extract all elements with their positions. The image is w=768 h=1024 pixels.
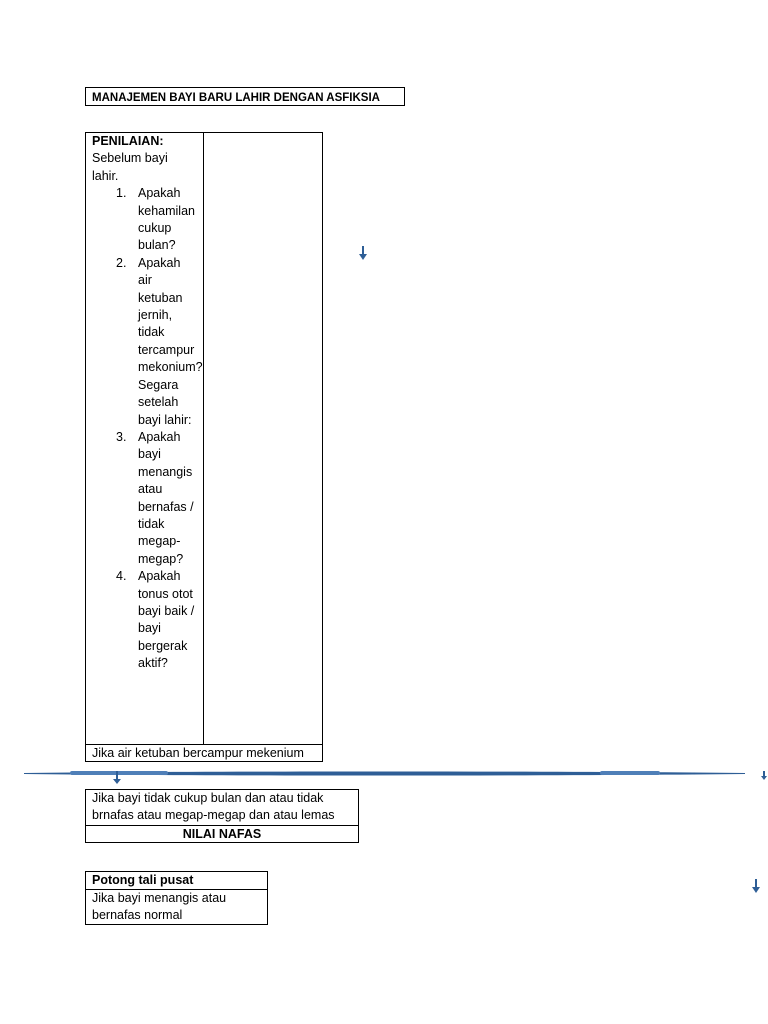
down-arrow-icon: [358, 245, 368, 261]
assessment-intro: Sebelum bayi lahir.: [92, 151, 168, 183]
down-arrow-icon: [751, 878, 761, 894]
breathing-condition-text: Jika bayi tidak cukup bulan dan atau tidak brnafas atau megap-megap dan atau lemas: [86, 790, 358, 826]
question-list: [92, 185, 203, 376]
assessment-footer: Jika air ketuban bercampur mekenium: [86, 744, 322, 761]
list-number: 1.: [116, 186, 127, 201]
list-number: 3.: [116, 429, 127, 444]
list-item: [92, 429, 197, 568]
document-title-box: [85, 87, 405, 106]
question-text: Apakah air ketuban jernih, tidak tercampur mekonium?: [138, 255, 203, 375]
list-item: [92, 255, 203, 377]
list-number: 4.: [116, 569, 127, 584]
assessment-left-cell: [86, 133, 204, 744]
document-title: MANAJEMEN BAYI BARU LAHIR DENGAN ASFIKSIA: [92, 92, 380, 104]
assessment-sub-intro: Segara setelah bayi lahir:: [138, 377, 192, 427]
list-number: 2.: [116, 255, 127, 270]
cord-cutting-condition: Jika bayi menangis atau bernafas normal: [92, 891, 227, 923]
question-text: Apakah tonus otot bayi baik / bayi bergerak aktif?: [138, 569, 195, 671]
connector-line: [0, 760, 768, 786]
cord-cutting-box: [85, 871, 268, 925]
assessment-right-cell: [204, 133, 322, 744]
question-text: Apakah bayi menangis atau bernafas / tidak megap-megap?: [138, 429, 194, 566]
assessment-heading: PENILAIAN:: [92, 134, 164, 148]
down-arrow-icon: [761, 771, 767, 780]
question-list-after: [92, 429, 197, 673]
question-text: Apakah kehamilan cukup bulan?: [138, 186, 195, 253]
list-item: [92, 185, 197, 255]
breathing-assessment-label: NILAI NAFAS: [182, 827, 262, 841]
assessment-table: [85, 132, 323, 762]
breathing-condition-box: [85, 789, 359, 843]
list-item: [92, 568, 197, 672]
cord-cutting-title: Potong tali pusat: [86, 872, 267, 890]
